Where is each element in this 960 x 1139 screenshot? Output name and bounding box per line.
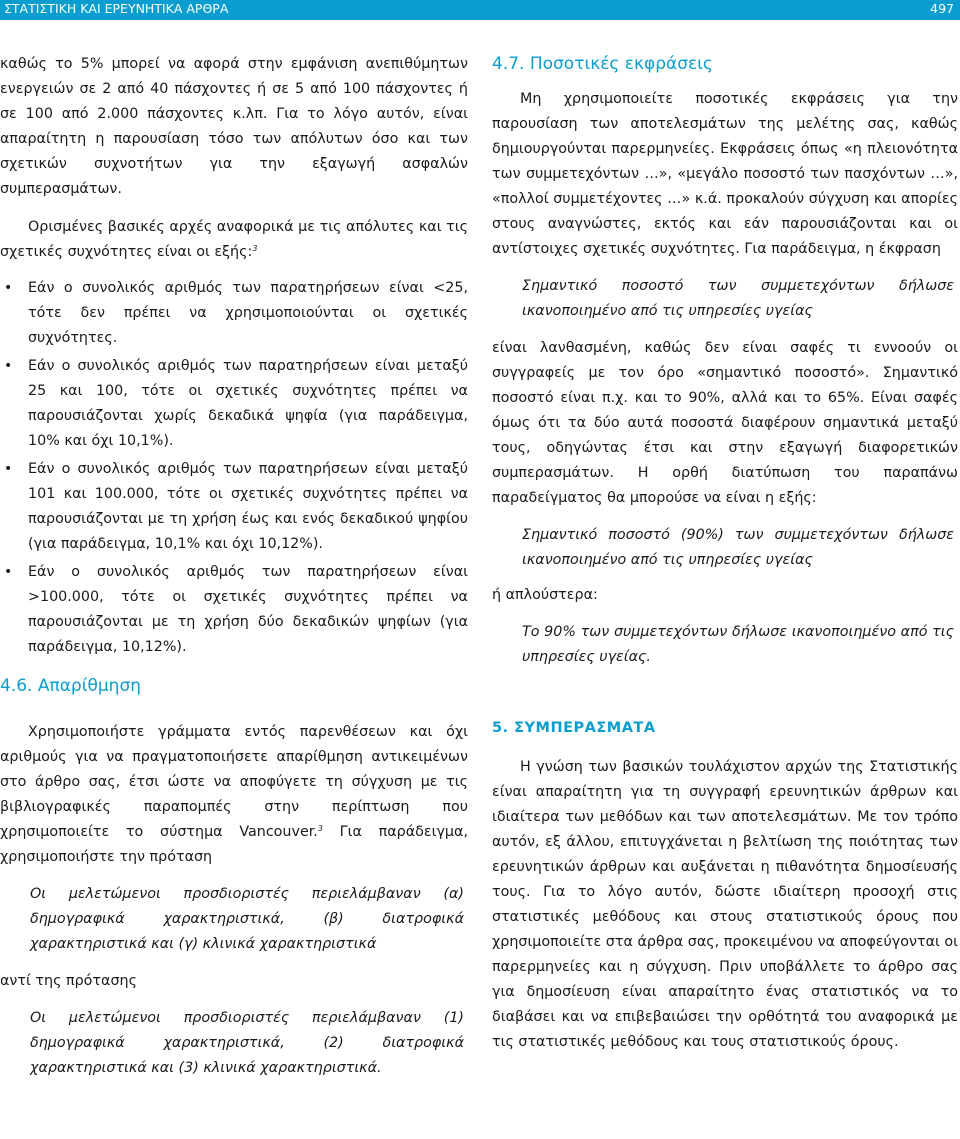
list-item: • Εάν ο συνολικός αριθμός των παρατηρήσεων είναι >100.000, τότε οι σχετικές συχνότητες πρέπει να παρουσιάζονται με τη χρήση δύο δεκαδικών ψηφίων (για παράδειγμα, 10,12%). xyxy=(4,564,468,655)
section-heading-quantitative: 4.7. Ποσοτικές εκφράσεις xyxy=(492,54,713,74)
section-heading-conclusions: 5. ΣΥΜΠΕΡΑΣΜΑΤΑ xyxy=(492,720,656,736)
left-paragraph-3 xyxy=(0,720,468,870)
list-item-text: Εάν ο συνολικός αριθμός των παρατηρήσεων είναι μεταξύ 25 και 100, τότε οι σχετικές συχνότητες πρέπει να παρουσιάζονται χωρίς δεκαδικά ψηφία (για παράδειγμα, 10% και όχι 10,1%). xyxy=(28,358,468,449)
list-item-text: Εάν ο συνολικός αριθμός των παρατηρήσεων είναι μεταξύ 101 και 100.000, τότε οι σχετικές συχνότητες πρέπει να παρουσιάζονται με τη χρήση έως και ενός δεκαδικού ψηφίου (για παράδειγμα, 10,1% και όχι 10,12%). xyxy=(28,461,468,552)
list-item: • Εάν ο συνολικός αριθμός των παρατηρήσεων είναι <25, τότε δεν πρέπει να χρησιμοποιούνται οι σχετικές συχνότητες. xyxy=(4,280,468,346)
journal-section-title: ΣΤΑΤΙΣΤΙΚΗ ΚΑΙ ΕΡΕΥΝΗΤΙΚΑ ΑΡΘΡΑ xyxy=(4,1,229,16)
page-number: 497 xyxy=(930,1,954,16)
instead-label: αντί της πρότασης xyxy=(0,973,137,989)
left-paragraph-3-text-end: Για παράδειγμα, χρησιμοποιήστε την πρόταση xyxy=(0,824,468,865)
example-quote-letters: Οι μελετώμενοι προσδιοριστές περιελάμβαναν (α) δημογραφικά χαρακτηριστικά, (β) διατροφικά χαρακτηριστικά και (γ) κλινικά χαρακτηριστικά xyxy=(30,886,464,952)
example-quote-simpler: Το 90% των συμμετεχόντων δήλωσε ικανοποιημένο από τις υπηρεσίες υγείας. xyxy=(522,624,954,665)
example-quote-numbers: Οι μελετώμενοι προσδιοριστές περιελάμβαναν (1) δημογραφικά χαρακτηριστικά, (2) διατροφικά χαρακτηριστικά και (3) κλινικά χαρακτηριστικά. xyxy=(30,1010,464,1076)
running-header xyxy=(0,0,960,20)
left-paragraph-3-text: Χρησιμοποιήστε γράμματα εντός παρενθέσεων και όχι αριθμούς για να πραγματοποιήσετε απαρίθμηση αντικειμένων στο άρθρο σας, έτσι ώστε να αποφύγετε τη σύγχυση με τις βιβλιογραφικές παραπομπές στην περίπτωση που χρησιμοποιείτε το σύστημα Vancouver. xyxy=(0,724,468,840)
frequency-rules-list xyxy=(0,276,468,660)
reference-marker: 3 xyxy=(252,244,258,253)
list-item-text: Εάν ο συνολικός αριθμός των παρατηρήσεων είναι >100.000, τότε οι σχετικές συχνότητες πρέπει να παρουσιάζονται με τη χρήση δύο δεκαδικών ψηφίων (για παράδειγμα, 10,12%). xyxy=(28,564,468,655)
right-paragraph-2: είναι λανθασμένη, καθώς δεν είναι σαφές τι εννοούν οι συγγραφείς με τον όρο «σημαντικό ποσοστό». Σημαντικό ποσοστό είναι π.χ. και το 90%, αλλά και το 65%. Είναι σαφές όμως ότι τα δύο αυτά ποσοστά διαφέρουν σημαντικά μεταξύ τους, οδηγώντας έτσι και στην εξαγωγή διαφορετικών συμπερασμάτων. Η ορθή διατύπωση του παραπάνω παραδείγματος θα μπορούσε να είναι η εξής: xyxy=(492,340,958,506)
list-item-text: Εάν ο συνολικός αριθμός των παρατηρήσεων είναι <25, τότε δεν πρέπει να χρησιμοποιούνται οι σχετικές συχνότητες. xyxy=(28,280,468,346)
list-item: • Εάν ο συνολικός αριθμός των παρατηρήσεων είναι μεταξύ 25 και 100, τότε οι σχετικές συχνότητες πρέπει να παρουσιάζονται χωρίς δεκαδικά ψηφία (για παράδειγμα, 10% και όχι 10,1%). xyxy=(4,358,468,449)
example-quote-wrong: Σημαντικό ποσοστό των συμμετεχόντων δήλωσε ικανοποιημένο από τις υπηρεσίες υγείας xyxy=(522,278,954,319)
reference-marker: 3 xyxy=(317,824,323,833)
left-paragraph-2 xyxy=(0,215,468,265)
section-heading-enumeration: 4.6. Απαρίθμηση xyxy=(0,676,141,696)
or-simpler-label: ή απλούστερα: xyxy=(492,587,598,603)
left-paragraph-2-text: Ορισμένες βασικές αρχές αναφορικά με τις απόλυτες και τις σχετικές συχνότητες είναι οι εξής: xyxy=(0,219,468,260)
right-paragraph-1: Μη χρησιμοποιείτε ποσοτικές εκφράσεις για την παρουσίαση των αποτελεσμάτων της μελέτης σας, καθώς δημιουργούνται παρερμηνείες. Εκφράσεις όπως «η πλειονότητα των συμμετεχόντων …», «μεγάλο ποσοστό των πασχόντων …», «πολλοί συμμετέχοντες …» κ.ά. προκαλούν σύγχυση και απορίες στους αναγνώστες, εκτός και εάν παρουσιάζονται και οι αντίστοιχες σχετικές συχνότητες. Για παράδειγμα, η έκφραση xyxy=(492,91,958,257)
left-paragraph-1: καθώς το 5% μπορεί να αφορά στην εμφάνιση ανεπιθύμητων ενεργειών σε 2 από 40 πάσχοντες ή σε 5 από 100 πάσχοντες ή σε 100 από 2.000 πάσχοντες κ.λπ. Για το λόγο αυτόν, είναι απαραίτητη η παρουσίαση τόσο των απόλυτων όσο και των σχετικών συχνοτήτων για την εξαγωγή ασφαλών συμπερασμάτων. xyxy=(0,56,468,197)
example-quote-correct: Σημαντικό ποσοστό (90%) των συμμετεχόντων δήλωσε ικανοποιημένο από τις υπηρεσίες υγείας xyxy=(522,527,954,568)
right-column xyxy=(492,52,958,1055)
list-item: • Εάν ο συνολικός αριθμός των παρατηρήσεων είναι μεταξύ 101 και 100.000, τότε οι σχετικές συχνότητες πρέπει να παρουσιάζονται με τη χρήση έως και ενός δεκαδικού ψηφίου (για παράδειγμα, 10,1% και όχι 10,12%). xyxy=(4,461,468,552)
conclusions-paragraph: Η γνώση των βασικών τουλάχιστον αρχών της Στατιστικής είναι απαραίτητη για τη συγγραφή ερευνητικών άρθρων και ιδιαίτερα των μεθόδων και των αποτελεσμάτων. Με τον τρόπο αυτόν, εξ άλλου, επιτυγχάνεται η βελτίωση της ποιότητας των ερευνητικών άρθρων και αυξάνεται η πιθανότητα δημοσίευσής τους. Για το λόγο αυτόν, δώστε ιδιαίτερη προσοχή στις στατιστικές μεθόδους και στους στατιστικούς όρους που χρησιμοποιείτε στα άρθρα σας, προκειμένου να αποφεύγονται οι παρερμηνείες και η σύγχυση. Πριν υποβάλλετε το άρθρο σας για δημοσίευση είναι απαραίτητο ένας στατιστικός να το διαβάσει και να επιβεβαιώσει την ορθότητά του αναφορικά με τις στατιστικές μεθόδους και τους στατιστικούς όρους. xyxy=(492,759,958,1050)
left-column xyxy=(0,52,468,1081)
